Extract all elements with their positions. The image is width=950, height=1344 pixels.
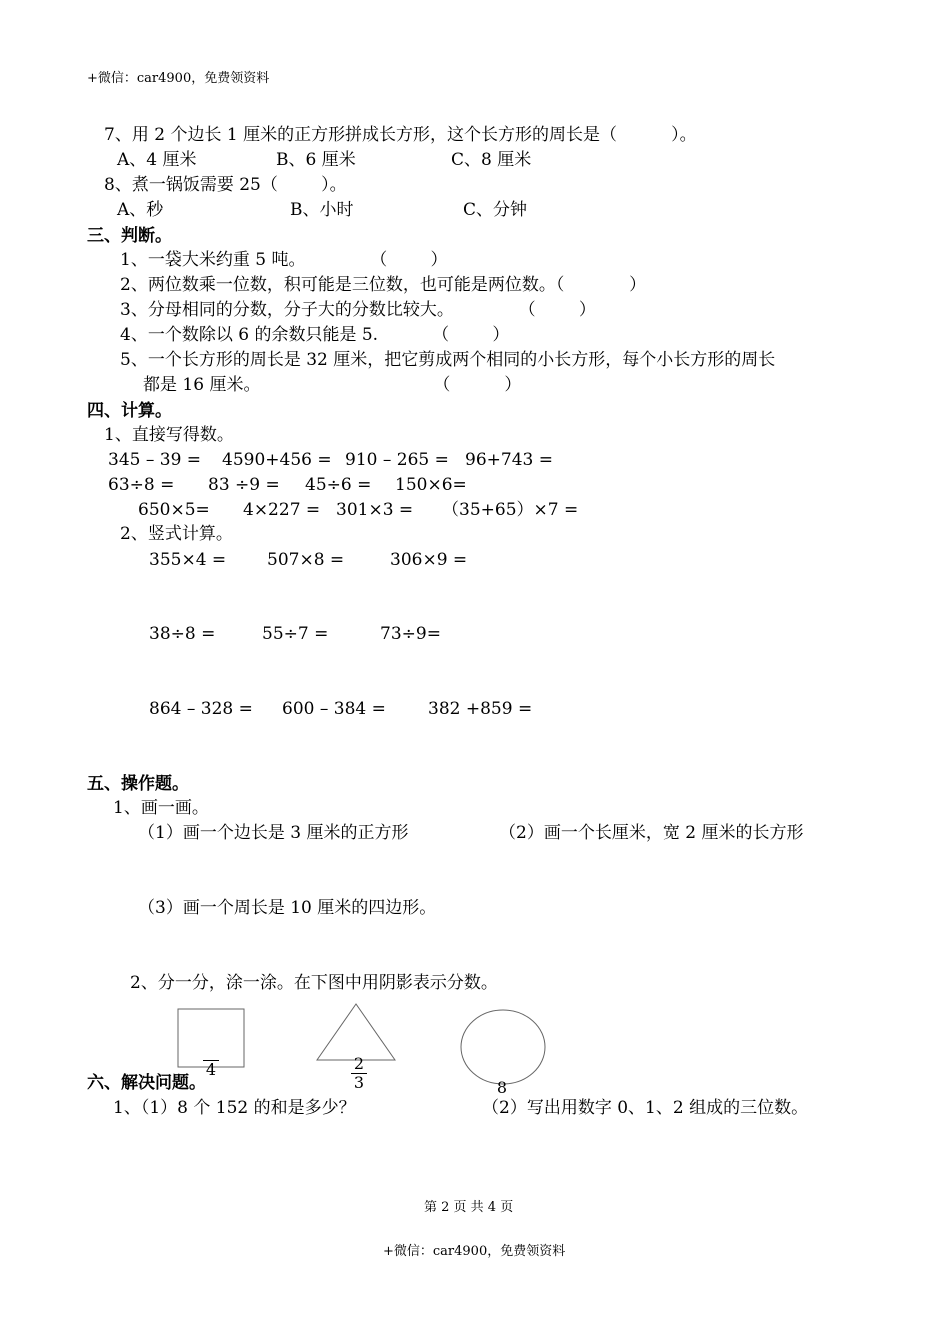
shade-sub-2: 2、分一分，涂一涂。在下图中用阴影表示分数。 xyxy=(130,973,498,993)
q7-option-a: A、4 厘米 xyxy=(117,150,197,170)
calc-r2-3: 45÷6 = xyxy=(305,475,372,495)
q7-option-c: C、8 厘米 xyxy=(451,150,532,170)
vertical-1-2: 507×8 = xyxy=(267,550,345,570)
calc-r1-3: 910 – 265 = xyxy=(345,450,449,470)
fraction-circle xyxy=(494,1080,510,1096)
vertical-3-1: 864 – 328 = xyxy=(149,699,253,719)
judge-item-2: 2、两位数乘一位数，积可能是三位数，也可能是两位数。（ ） xyxy=(120,275,647,295)
q8-option-c: C、分钟 xyxy=(463,200,528,220)
section-3-title: 三、判断。 xyxy=(87,226,172,246)
vertical-2-1: 38÷8 = xyxy=(149,624,216,644)
question-8: 8、煮一锅饭需要 25（ ）。 xyxy=(104,175,347,195)
page-number: 第 2 页 共 4 页 xyxy=(424,1200,514,1215)
calc-sub-2: 2、竖式计算。 xyxy=(120,524,233,544)
section-5-title: 五、操作题。 xyxy=(87,774,189,794)
section-6-title: 六、解决问题。 xyxy=(87,1073,206,1093)
judge-item-5-cont: 都是 16 厘米。 （ ） xyxy=(143,375,522,395)
footer-note: +微信：car4900，免费领资料 xyxy=(383,1244,566,1259)
fraction-triangle-den: 3 xyxy=(353,1073,365,1092)
circle-shape xyxy=(461,1010,545,1084)
calc-r2-2: 83 ÷9 = xyxy=(208,475,280,495)
judge-item-3: 3、分母相同的分数，分子大的分数比较大。 （ ） xyxy=(120,300,596,320)
triangle-shape xyxy=(317,1004,395,1060)
vertical-1-3: 306×9 = xyxy=(390,550,468,570)
draw-task-3: （3）画一个周长是 10 厘米的四边形。 xyxy=(138,898,437,918)
draw-task-2: （2）画一个长厘米，宽 2 厘米的长方形 xyxy=(499,823,804,843)
draw-sub-1: 1、画一画。 xyxy=(113,798,209,818)
fraction-triangle-num: 2 xyxy=(353,1054,365,1073)
vertical-2-2: 55÷7 = xyxy=(262,624,329,644)
judge-item-5: 5、一个长方形的周长是 32 厘米，把它剪成两个相同的小长方形，每个小长方形的周长 xyxy=(120,350,776,370)
calc-r3-1: 650×5= xyxy=(138,500,210,520)
calc-r2-1: 63÷8 = xyxy=(108,475,175,495)
calc-sub-1: 1、直接写得数。 xyxy=(104,425,234,445)
section-4-title: 四、计算。 xyxy=(87,401,172,421)
question-7: 7、用 2 个边长 1 厘米的正方形拼成长方形，这个长方形的周长是（ ）。 xyxy=(104,125,697,145)
q7-option-b: B、6 厘米 xyxy=(276,150,356,170)
fraction-shapes xyxy=(170,1000,570,1090)
draw-task-1: （1）画一个边长是 3 厘米的正方形 xyxy=(138,823,409,843)
judge-item-4: 4、一个数除以 6 的余数只能是 5. （ ） xyxy=(120,325,510,345)
calc-r1-1: 345 – 39 = xyxy=(108,450,202,470)
fraction-triangle xyxy=(351,1056,367,1091)
calc-r1-2: 4590+456 = xyxy=(222,450,332,470)
calc-r2-4: 150×6= xyxy=(395,475,467,495)
judge-item-1: 1、一袋大米约重 5 吨。 （ ） xyxy=(120,250,448,270)
vertical-2-3: 73÷9= xyxy=(380,624,441,644)
vertical-3-2: 600 – 384 = xyxy=(282,699,386,719)
vertical-3-3: 382 +859 = xyxy=(428,699,533,719)
solve-q1b: （2）写出用数字 0、1、2 组成的三位数。 xyxy=(482,1098,809,1118)
calc-r3-3: 301×3 = xyxy=(336,500,414,520)
fraction-circle-den: 8 xyxy=(496,1078,508,1097)
calc-r3-4: （35+65）×7 = xyxy=(442,500,579,520)
header-note: +微信：car4900，免费领资料 xyxy=(87,71,270,86)
calc-r1-4: 96+743 = xyxy=(465,450,553,470)
q8-option-a: A、秒 xyxy=(117,200,164,220)
calc-r3-2: 4×227 = xyxy=(243,500,321,520)
fraction-square-den: 4 xyxy=(205,1060,217,1079)
q8-option-b: B、小时 xyxy=(290,200,354,220)
solve-q1a: 1、（1）8 个 152 的和是多少？ xyxy=(113,1098,356,1118)
vertical-1-1: 355×4 = xyxy=(149,550,227,570)
